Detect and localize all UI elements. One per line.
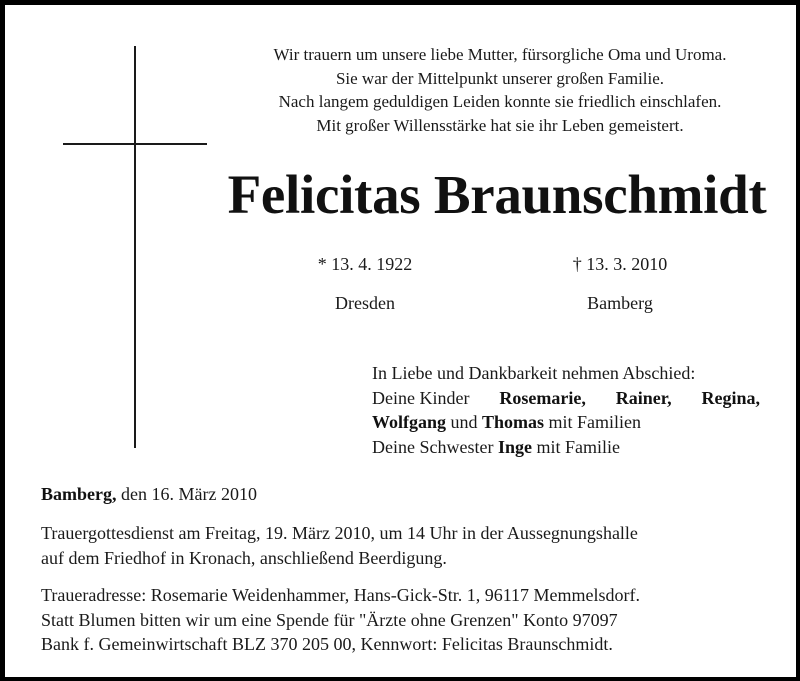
birth-date: * 13. 4. 1922 [317,254,413,274]
sister-suffix: mit Familie [536,436,620,457]
mourners-intro: In Liebe und Dankbarkeit nehmen Abschied: [372,363,696,383]
child-name: Wolfgang [372,412,447,432]
intro-line: Wir trauern um unsere liebe Mutter, fürsorgliche Oma und Uroma. [273,45,727,64]
mourners-block [372,361,760,459]
birth-place: Dresden [335,293,395,313]
intro-line: Mit großer Willensstärke hat sie ihr Leben gemeistert. [316,115,684,135]
service-line: auf dem Friedhof in Kronach, anschließend Beerdigung. [41,547,447,568]
service-info [41,521,771,570]
intro-line: Nach langem geduldigen Leiden konnte sie friedlich einschlafen. [278,92,722,111]
child-name: Rainer, [615,387,672,408]
child-name: Rosemarie, [499,387,586,408]
cross-icon-vertical [134,46,136,448]
and-word: und [450,412,478,432]
sister-prefix: Deine Schwester [372,436,494,457]
address-info [41,583,771,657]
date: den 16. März 2010 [121,484,257,504]
address-line: Bank f. Gemeinwirtschaft BLZ 370 205 00, Kennwort: Felicitas Braunschmidt. [41,634,613,654]
intro-text [220,43,780,137]
mourners-sister-line [372,435,760,460]
mourners-children-line [372,386,760,411]
address-line: Traueradresse: Rosemarie Weidenhammer, Hans-Gick-Str. 1, 96117 Memmelsdorf. [41,585,641,605]
child-name: Thomas [482,412,545,432]
service-line: Trauergottesdienst am Freitag, 19. März 2010, um 14 Uhr in der Aussegnungshalle [41,523,638,543]
deceased-name: Felicitas Braunschmidt [227,164,767,225]
child-name: Regina, [701,387,760,408]
children-prefix: Deine Kinder [372,387,470,408]
cross-icon-horizontal [63,143,207,145]
place-and-date [41,482,257,506]
intro-line: Sie war der Mittelpunkt unserer großen Familie. [335,68,665,88]
mourners-children-line-2 [372,410,760,435]
sister-name: Inge [497,436,532,457]
death-date: † 13. 3. 2010 [572,254,668,274]
address-line: Statt Blumen bitten wir um eine Spende für "Ärzte ohne Grenzen" Konto 97097 [41,609,618,630]
place: Bamberg, [41,484,117,504]
children-suffix: mit Familien [548,412,642,432]
death-place: Bamberg [587,293,653,313]
